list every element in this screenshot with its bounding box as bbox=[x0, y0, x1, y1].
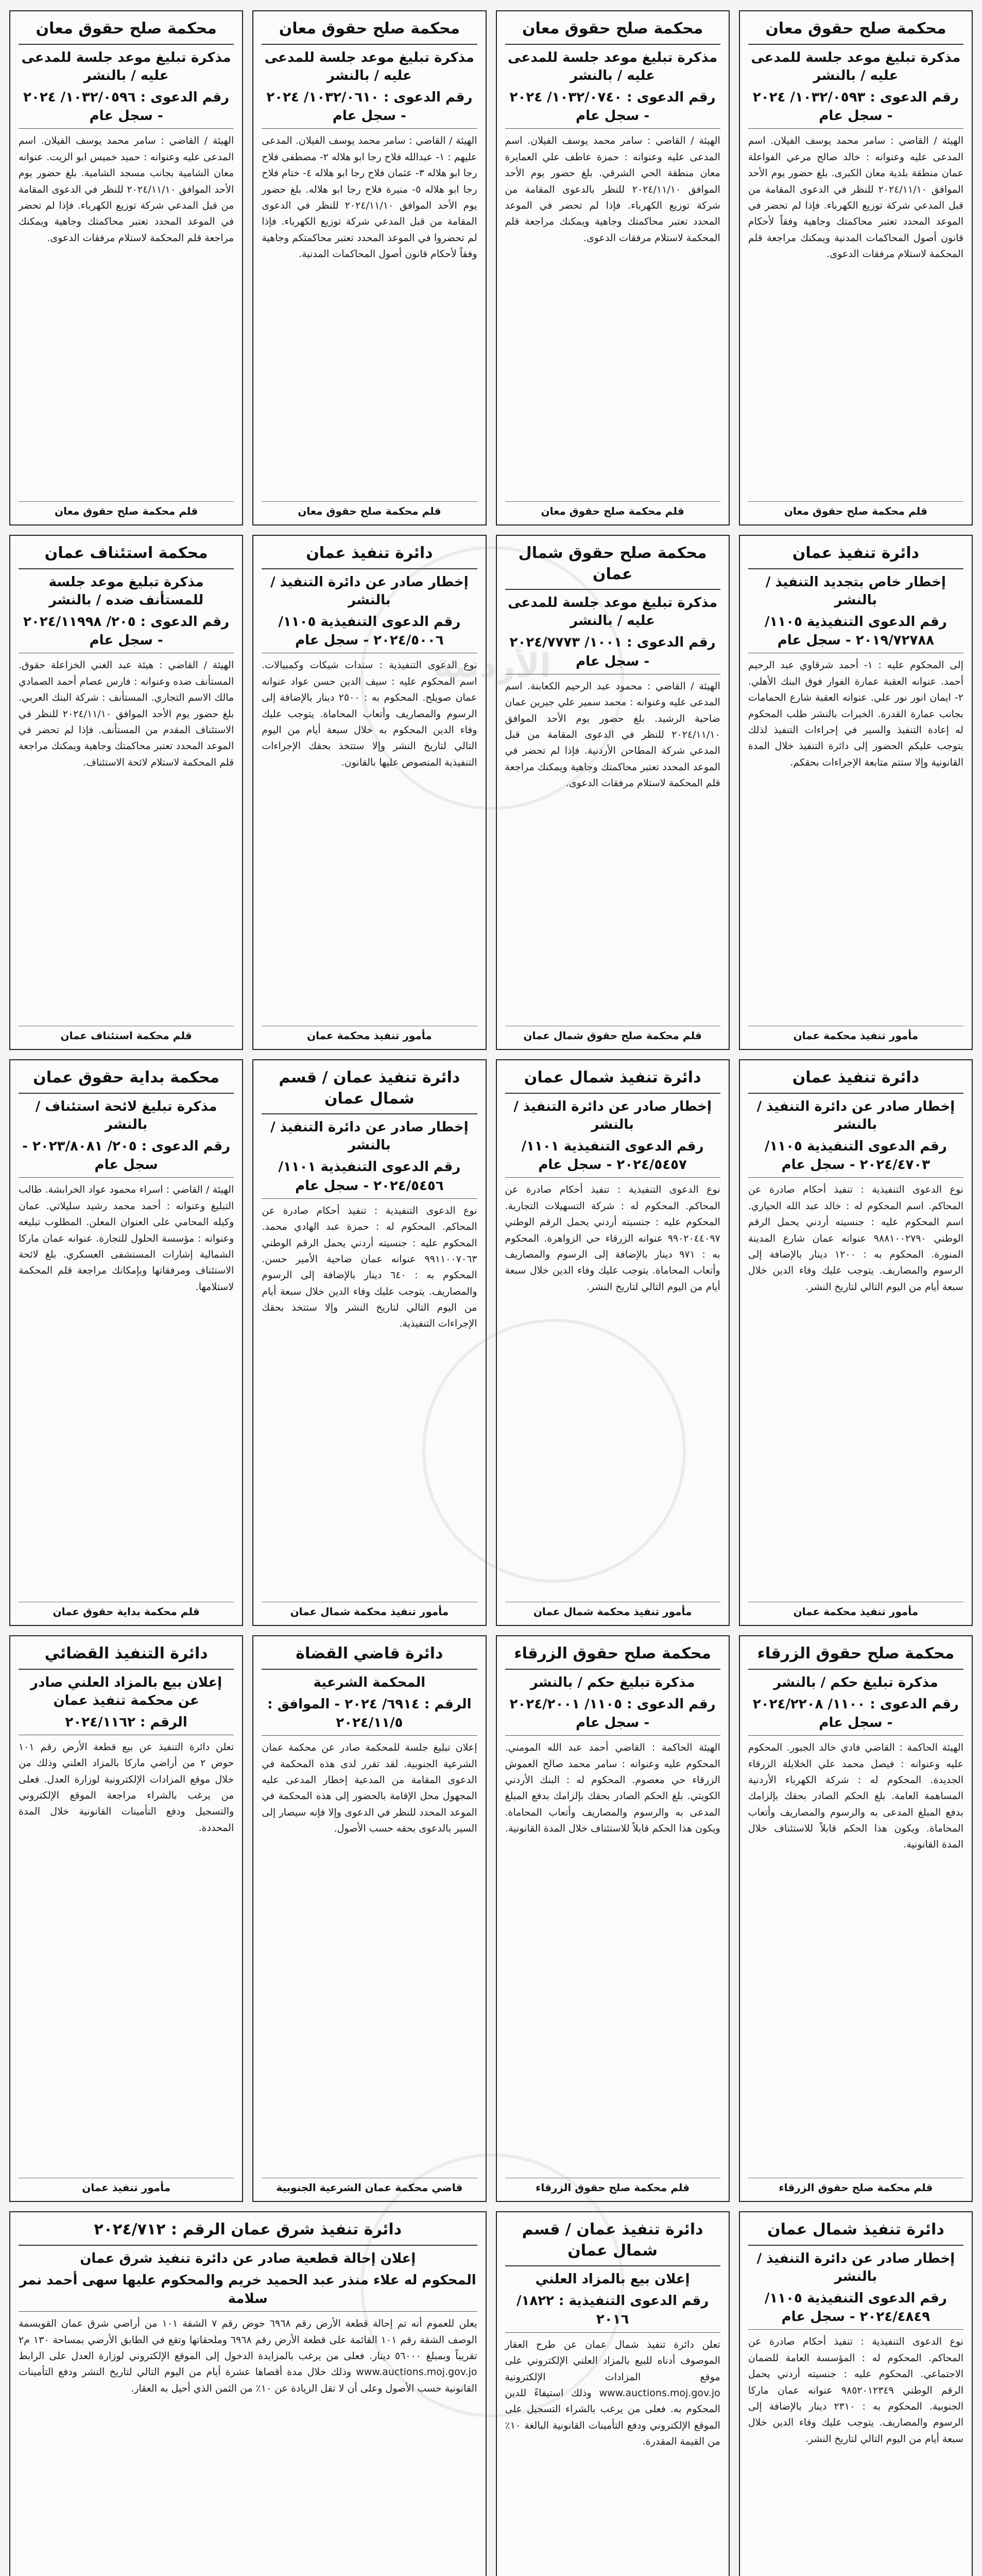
legal-notice bbox=[252, 1635, 486, 2202]
notice-heading: دائرة تنفيذ عمان bbox=[748, 1067, 963, 1094]
notice-signature: قلم محكمة صلح حقوق معان bbox=[748, 501, 963, 517]
notice-body: الهيئة / القاضي : سامر محمد يوسف الفيلان. اسم المدعى عليه وعنوانه : حمزة عاطف علي العمايرة معان منطقة الحي الشرقي. بلغ حضور يوم الأحد الموافق ٢٠٢٤/١١/١٠ للنظر بالدعوى المقامة من شركة توزيع الكهرباء. فإذا لم تحضر في الموعد المحدد تعتبر محاكمتك وجاهية ويمكنك مراجعة قلم المحكمة لاستلام مرفقات الدعوى. bbox=[505, 135, 720, 244]
notice-heading: دائرة تنفيذ عمان bbox=[748, 543, 963, 569]
notice-signature: قلم محكمة صلح حقوق معان bbox=[262, 501, 477, 517]
notice-subheading: مذكرة تبليغ لائحة استئناف / بالنشر bbox=[35, 1098, 217, 1132]
legal-notice bbox=[739, 2211, 973, 2576]
notice-case-number: رقم الدعوى : ١١٠٥/ ٢٠٢٤/٢٠٠١ - سجل عام bbox=[505, 1695, 720, 1736]
legal-notice bbox=[739, 535, 973, 1050]
notices-grid bbox=[9, 10, 973, 2576]
notice-subheading: إخطار خاص بتجديد التنفيذ / بالنشر bbox=[765, 574, 946, 608]
notice-signature: قاضي محكمة عمان الشرعية الجنوبية bbox=[262, 2178, 477, 2194]
notice-signature: قلم محكمة صلح حقوق معان bbox=[19, 501, 234, 517]
legal-notice bbox=[496, 1635, 730, 2202]
legal-notice bbox=[9, 1059, 243, 1626]
notice-body: نوع الدعوى التنفيذية : تنفيذ أحكام صادرة عن المحاكم. المحكوم له : شركة التسهيلات التجارية. المحكوم عليه : جنسيته أردني يحمل الرقم الوطني ٩٩٠٢٠٤٤٠٩٧ عنوانه الزرقاء حي الزواهرة. المحكوم به : ٩٧١ دينار بالإضافة إلى الرسوم والمصاريف وأتعاب المحاماة. يتوجب عليك وفاء الدين خلال سبعة أيام من اليوم التالي لتاريخ النشر. bbox=[505, 1184, 720, 1293]
notice-case-number: رقم الدعوى التنفيذية ١١٠٥/ ٢٠٢٤/٥٠٠٦ - سجل عام bbox=[262, 613, 477, 654]
notice-body: نوع الدعوى التنفيذية : تنفيذ أحكام صادرة عن المحاكم. المحكوم له : حمزة عبد الهادي محمد. المحكوم عليه : جنسيته أردني يحمل الرقم الوطني ٩٩١١٠٠٧٠٦٣ عنوانه عمان ضاحية الأمير حسن. المحكوم به : ٦٤٠ دينار بالإضافة إلى الرسوم والمصاريف. يتوجب عليك وفاء الدين خلال سبعة أيام من اليوم التالي لتاريخ النشر وإلا ستتخذ بحقك الإجراءات التنفيذية. bbox=[262, 1205, 477, 1330]
watermark-text: الأردنية bbox=[433, 647, 552, 685]
notice-case-number: رقم الدعوى : ١١٠٠/ ٢٠٢٤/٢٢٠٨ - سجل عام bbox=[748, 1695, 963, 1736]
notice-heading: دائرة تنفيذ شرق عمان الرقم : ٢٠٢٤/٧١٢ bbox=[19, 2219, 477, 2246]
notice-signature: قلم محكمة صلح حقوق شمال عمان bbox=[505, 1026, 720, 1042]
legal-notice bbox=[496, 1059, 730, 1626]
notice-heading: دائرة التنفيذ القضائي bbox=[19, 1643, 234, 1670]
notice-heading: محكمة صلح حقوق الزرقاء bbox=[748, 1643, 963, 1670]
notice-subheading: مذكرة تبليغ موعد جلسة للمدعى عليه / بالنشر bbox=[21, 49, 231, 83]
notice-subheading: مذكرة تبليغ حكم / بالنشر bbox=[773, 1674, 938, 1690]
notice-heading: محكمة صلح حقوق معان bbox=[505, 19, 720, 45]
legal-notice bbox=[9, 2211, 487, 2576]
notice-heading: محكمة صلح حقوق معان bbox=[748, 19, 963, 45]
notice-case-number: رقم الدعوى : ٢٠٥/ ٢٠٢٤/١١٩٩٨ - سجل عام bbox=[19, 613, 234, 654]
notice-body: الهيئة الحاكمة : القاضي أحمد عبد الله المومني. المحكوم عليه وعنوانه : سامر محمد صالح العموش الزرقاء حي معصوم. المحكوم له : البنك الأردني الكويتي. بلغ الحكم الصادر بحقك بإلزامك بدفع المبلغ المدعى به والرسوم والمصاريف وأتعاب المحاماة. ويكون هذا الحكم قابلاً للاستئناف خلال المدة القانونية. bbox=[505, 1742, 720, 1835]
notice-body: نوع الدعوى التنفيذية : سندات شيكات وكمبيالات. اسم المحكوم عليه : سيف الدين حسن عواد عنوانه عمان صويلح. المحكوم به : ٢٥٠٠ دينار بالإضافة إلى الرسوم والمصاريف وأتعاب المحاماة. يتوجب عليك وفاء الدين المحكوم به خلال سبعة أيام من اليوم التالي لتاريخ النشر وإلا ستتخذ بحقك الإجراءات التنفيذية المنصوص عليها بالقانون. bbox=[262, 659, 477, 768]
notice-signature: مأمور تنفيذ محكمة عمان bbox=[748, 1026, 963, 1042]
notice-signature: مأمور تنفيذ محكمة شمال عمان bbox=[262, 1602, 477, 1618]
notice-heading: محكمة صلح حقوق شمال عمان bbox=[505, 543, 720, 590]
notice-body: إلى المحكوم عليه : ١- أحمد شرقاوي عبد الرحيم أحمد. عنوانه العقبة عمارة الفوار فوق البنك الأهلي. ٢- ايمان انور نور علي. عنوانه العقبة شارع الحمامات بجانب عمارة القدرة. الخبرات بالنشر طلب المحكوم له إعادة التنفيذ والسير في إجراءات التنفيذ لذلك يتوجب عليكم الحضور إلى دائرة التنفيذ خلال المدة القانونية وإلا ستتم متابعة الإجراءات بحقكم. bbox=[748, 659, 963, 768]
notice-case-number: رقم الدعوى التنفيذية ١١٠٥/ ٢٠١٩/٧٢٧٨٨ - سجل عام bbox=[748, 613, 963, 654]
notice-body: الهيئة / القاضي : اسراء محمود عواد الخرابشة. طالب التبليغ وعنوانه : أحمد محمد رشيد سليلاتي. عمان وكيله المحامي على العنوان المعلن. المطلوب تبليغه وعنوانه : مؤسسة الحلول للتجارة. عنوانه عمان ماركا الشمالية إشارات المستشفى العسكري. بلغ لائحة الاستئناف ومرفقاتها وبإمكانك مراجعة قلم المحكمة لاستلامها. bbox=[19, 1184, 234, 1293]
legal-notice bbox=[739, 10, 973, 526]
notice-body: إعلان تبليغ جلسة للمحكمة صادر عن محكمة عمان الشرعية الجنوبية. لقد تقرر لدى هذه المحكمة في الدعوى المقامة من المدعية إخطار المدعى عليه المجهول محل الإقامة بالحضور إلى هذه المحكمة في الموعد المحدد للنظر في الدعوى وإلا فإنه سيصار إلى السير بالدعوى بحقه حسب الأصول. bbox=[262, 1742, 477, 1835]
notice-subheading: المحكمة الشرعية bbox=[313, 1674, 426, 1690]
notice-case-number: رقم الدعوى التنفيذية ١١٠١/ ٢٠٢٤/٥٤٥٦ - سجل عام bbox=[262, 1158, 477, 1199]
notice-subheading: مذكرة تبليغ موعد جلسة للمدعى عليه / بالنشر bbox=[751, 49, 961, 83]
legal-notice bbox=[496, 10, 730, 526]
notice-body: الهيئة / القاضي : هيئة عبد الغني الخزاعلة حقوق. المستأنف ضده وعنوانه : فارس عصام أحمد الصمادي مالك الاسم التجاري. المستأنف : شركة البنك العربي. بلغ حضور يوم الأحد الموافق ٢٠٢٤/١١/١٠ للنظر في الاستئناف المقدم من المستأنف. فإذا لم تحضر في الموعد المحدد تعتبر محاكمتك وجاهية ويمكنك مراجعة قلم المحكمة لاستلام لائحة الاستئناف. bbox=[19, 659, 234, 768]
notice-heading: محكمة صلح حقوق معان bbox=[262, 19, 477, 45]
notice-subheading: إخطار صادر عن دائرة التنفيذ / بالنشر bbox=[270, 1120, 469, 1154]
notice-signature: مأمور تنفيذ محكمة عمان bbox=[748, 1602, 963, 1618]
notice-subheading: إخطار صادر عن دائرة التنفيذ / بالنشر bbox=[270, 574, 469, 608]
notice-subheading: مذكرة تبليغ حكم / بالنشر bbox=[530, 1674, 695, 1690]
notice-subheading: مذكرة تبليغ موعد جلسة للمدعى عليه / بالنشر bbox=[264, 49, 474, 83]
legal-notice bbox=[252, 1059, 486, 1626]
legal-notice bbox=[252, 10, 486, 526]
notice-signature: مأمور تنفيذ محكمة عمان bbox=[262, 1026, 477, 1042]
legal-notice bbox=[496, 535, 730, 1050]
notice-case-number: رقم الدعوى : ٢٠٥/ ٢٠٢٣/٨٠٨١ - سجل عام bbox=[19, 1137, 234, 1178]
notice-heading: محكمة بداية حقوق عمان bbox=[19, 1067, 234, 1094]
notice-body: تعلن دائرة تنفيذ شمال عمان عن طرح العقار الموصوف أدناه للبيع بالمزاد العلني الإلكتروني على موقع المزادات الإلكترونية www.auctions.moj.gov.jo وذلك استيفاءً للدين المحكوم به. فعلى من يرغب بالشراء التسجيل على الموقع الإلكتروني ودفع التأمينات القانونية البالغة ١٠٪ من القيمة المقدرة. bbox=[505, 2338, 720, 2447]
notice-case-number: الرقم : ٢٠٢٤/١١٦٢ bbox=[19, 1713, 234, 1735]
notice-signature: قلم محكمة صلح حقوق الزرقاء bbox=[505, 2178, 720, 2194]
notice-body: الهيئة الحاكمة : القاضي فادي خالد الجبور. المحكوم عليه وعنوانه : فيصل محمد علي الخلايلة الزرقاء الجديدة. المحكوم له : شركة الكهرباء الأردنية المساهمة العامة. بلغ الحكم الصادر بحقك بإلزامك بدفع المبلغ المدعى به والرسوم والمصاريف وأتعاب المحاماة. ويكون هذا الحكم قابلاً للاستئناف خلال المدة القانونية. bbox=[748, 1742, 963, 1851]
notice-case-number: رقم الدعوى : ١٠٣٢/٠٦١٠/ ٢٠٢٤ - سجل عام bbox=[262, 88, 477, 129]
notice-heading: دائرة تنفيذ عمان / قسم شمال عمان bbox=[505, 2219, 720, 2266]
notice-case-number: المحكوم له علاء منذر عبد الحميد خريم والمحكوم عليها سهى أحمد نمر سلامة bbox=[19, 2271, 477, 2312]
notice-subheading: إعلان بيع بالمزاد العلني صادر عن محكمة تنفيذ عمان bbox=[30, 1674, 222, 1708]
notice-subheading: إخطار صادر عن دائرة التنفيذ / بالنشر bbox=[756, 1098, 955, 1132]
notice-signature: قلم محكمة بداية حقوق عمان bbox=[19, 1602, 234, 1618]
legal-notice bbox=[9, 1635, 243, 2202]
notice-body: الهيئة / القاضي : سامر محمد يوسف الفيلان. اسم المدعى عليه وعنوانه : خالد صالح مرعي الفواعلة عمان منطقة بلدية معان الكبرى. بلغ حضور يوم الأحد الموافق ٢٠٢٤/١١/١٠ للنظر في الدعوى المقامة من قبل المدعي شركة توزيع الكهرباء. فإذا لم تحضر في الموعد المحدد تعتبر محاكمتك وجاهية وفقاً لأحكام قانون أصول المحاكمات المدنية ويمكنك مراجعة قلم المحكمة لاستلام مرفقات الدعوى. bbox=[748, 135, 963, 260]
notice-case-number: الرقم : ٦٩١٤/ ٢٠٢٤ - الموافق : ٢٠٢٤/١١/٥ bbox=[262, 1695, 477, 1736]
notice-body: الهيئة / القاضي : سامر محمد يوسف الفيلان. المدعى عليهم : ١- عبدالله فلاح رجا ابو هلاله ٢- مصطفى فلاح رجا ابو هلاله ٣- عثمان فلاح رجا ابو هلاله ٤- ختام فلاح رجا ابو هلاله ٥- منيرة فلاح رجا ابو هلاله. بلغ حضور يوم الأحد الموافق ٢٠٢٤/١١/١٠ للنظر في الدعوى المقامة من قبل المدعي شركة توزيع الكهرباء. فإذا لم تحضروا في الموعد المحدد تعتبر محاكمتكم وجاهية وفقاً لأحكام قانون أصول المحاكمات المدنية. bbox=[262, 135, 477, 260]
notice-body: نوع الدعوى التنفيذية : تنفيذ أحكام صادرة عن المحاكم. المحكوم له : المؤسسة العامة للضمان الاجتماعي. المحكوم عليه : جنسيته أردني يحمل الرقم الوطني ٩٨٥٢٠١٢٣٤٩ عنوانه عمان ماركا الجنوبية. المحكوم به : ٢٣١٠ دينار بالإضافة إلى الرسوم والمصاريف. يتوجب عليك وفاء الدين خلال سبعة أيام من اليوم التالي لتاريخ النشر. bbox=[748, 2336, 963, 2445]
notice-case-number: رقم الدعوى التنفيذية ١١٠١/ ٢٠٢٤/٥٤٥٧ - سجل عام bbox=[505, 1137, 720, 1178]
notice-heading: دائرة تنفيذ عمان / قسم شمال عمان bbox=[262, 1067, 477, 1114]
notice-heading: محكمة صلح حقوق الزرقاء bbox=[505, 1643, 720, 1670]
notice-heading: دائرة تنفيذ شمال عمان bbox=[748, 2219, 963, 2246]
notice-heading: محكمة استئناف عمان bbox=[19, 543, 234, 569]
notice-signature: مأمور تنفيذ محكمة شمال عمان bbox=[505, 1602, 720, 1618]
notice-case-number: رقم الدعوى : ١٠٣٢/٠٥٩٦/ ٢٠٢٤ - سجل عام bbox=[19, 88, 234, 129]
notice-body: نوع الدعوى التنفيذية : تنفيذ أحكام صادرة عن المحاكم. اسم المحكوم له : خالد عبد الله الحياري. اسم المحكوم عليه : جنسيته أردني يحمل الرقم الوطني ٩٨٨١٠٠٢٧٩٠ عنوانه عمان شارع المدينة المنورة. المحكوم به : ١٢٠٠ دينار بالإضافة إلى الرسوم والمصاريف. يتوجب عليك وفاء الدين خلال سبعة أيام من اليوم التالي لتاريخ النشر. bbox=[748, 1184, 963, 1293]
notice-body: يعلن للعموم أنه تم إحالة قطعة الأرض رقم ٦٩٦٨ حوض رقم ٧ الشقة ١٠١ من أراضي شرق عمان القويسمة الوصف الشقة رقم ١٠١ القائمة على قطعة الأرض رقم ٦٩٦٨ وملحقاتها وتقع في الطابق الأرضي بمساحة ١٣٠ م٢ تقريباً وبمبلغ ٥٦٠٠٠ دينار. فعلى من يرغب بالمزايدة الدخول إلى الموقع الإلكتروني لوزارة العدل على الرابط www.auctions.moj.gov.jo وذلك خلال مدة أقصاها عشرة أيام من اليوم التالي لتاريخ النشر ودفع التأمينات القانونية حسب الأصول وعلى أن لا تقل الزيادة عن ١٠٪ من الثمن الذي أحيل به العقار. bbox=[19, 2318, 477, 2394]
notice-signature: مأمور تنفيذ عمان bbox=[19, 2178, 234, 2194]
legal-notice bbox=[496, 2211, 730, 2576]
notice-signature: قلم محكمة صلح حقوق الزرقاء bbox=[748, 2178, 963, 2194]
notice-case-number: رقم الدعوى التنفيذية ١١٠٥/ ٢٠٢٤/٤٨٤٩ - سجل عام bbox=[748, 2289, 963, 2330]
notice-heading: دائرة قاضي القضاة bbox=[262, 1643, 477, 1670]
notice-heading: دائرة تنفيذ شمال عمان bbox=[505, 1067, 720, 1094]
notice-signature: قلم محكمة صلح حقوق معان bbox=[505, 501, 720, 517]
notice-subheading: إخطار صادر عن دائرة التنفيذ / بالنشر bbox=[513, 1098, 712, 1132]
legal-notice bbox=[739, 1059, 973, 1626]
notice-case-number: رقم الدعوى : ١٠٣٢/٠٥٩٣/ ٢٠٢٤ - سجل عام bbox=[748, 88, 963, 129]
legal-notice bbox=[739, 1635, 973, 2202]
legal-notice bbox=[9, 535, 243, 1050]
notice-case-number: رقم الدعوى : ١٠٣٢/٠٧٤٠/ ٢٠٢٤ - سجل عام bbox=[505, 88, 720, 129]
notice-subheading: إخطار صادر عن دائرة التنفيذ / بالنشر bbox=[756, 2250, 955, 2284]
notice-heading: دائرة تنفيذ عمان bbox=[262, 543, 477, 569]
notice-body: الهيئة / القاضي : سامر محمد يوسف الفيلان. اسم المدعى عليه وعنوانه : حميد خميس ابو الزيت. عنوانه معان الشامية بجانب مسجد الشامية. بلغ حضور يوم الأحد الموافق ٢٠٢٤/١١/١٠ للنظر في الدعوى المقامة من قبل المدعي شركة توزيع الكهرباء. فإذا لم تحضر في الموعد المحدد تعتبر محاكمتك وجاهية ويمكنك مراجعة قلم المحكمة لاستلام مرفقات الدعوى. bbox=[19, 135, 234, 244]
notice-body: تعلن دائرة التنفيذ عن بيع قطعة الأرض رقم ١٠١ حوض ٢ من أراضي ماركا بالمزاد العلني وذلك من خلال موقع المزادات الإلكترونية لوزارة العدل. فعلى من يرغب بالشراء مراجعة الموقع الإلكتروني والتسجيل ودفع التأمينات القانونية خلال المدة المحددة. bbox=[19, 1741, 234, 1834]
notice-subheading: مذكرة تبليغ موعد جلسة للمدعى عليه / بالنشر bbox=[508, 595, 718, 629]
notice-body: الهيئة / القاضي : محمود عبد الرحيم الكعابنة. اسم المدعى عليه وعنوانه : محمد سمير علي جبرين عمان ضاحية الرشيد. بلغ حضور يوم الأحد الموافق ٢٠٢٤/١١/١٠ للنظر في الدعوى المقامة من قبل المدعي شركة المطاحن الأردنية. فإذا لم تحضر في الموعد المحدد تعتبر محاكمتك وجاهية ويمكنك مراجعة قلم المحكمة لاستلام مرفقات الدعوى. bbox=[505, 680, 720, 789]
notice-heading: محكمة صلح حقوق معان bbox=[19, 19, 234, 45]
legal-notice bbox=[252, 535, 486, 1050]
notice-case-number: رقم الدعوى التنفيذية ١١٠٥/ ٢٠٢٤/٤٧٠٣ - سجل عام bbox=[748, 1137, 963, 1178]
legal-notice bbox=[9, 10, 243, 526]
notice-subheading: إعلان إحالة قطعية صادر عن دائرة تنفيذ شرق عمان bbox=[80, 2250, 416, 2266]
notice-signature: قلم محكمة استئناف عمان bbox=[19, 1026, 234, 1042]
notice-subheading: مذكرة تبليغ موعد جلسة للمستأنف ضده / بالنشر bbox=[48, 574, 204, 608]
notice-case-number: رقم الدعوى التنفيذية : ١٨٢٢/ ٢٠١٦ bbox=[505, 2292, 720, 2333]
notice-subheading: مذكرة تبليغ موعد جلسة للمدعى عليه / بالنشر bbox=[508, 49, 718, 83]
notice-subheading: إعلان بيع بالمزاد العلني bbox=[535, 2272, 690, 2287]
notice-case-number: رقم الدعوى : ١٠٠١/ ٢٠٢٤/٧٧٧٣ - سجل عام bbox=[505, 633, 720, 674]
